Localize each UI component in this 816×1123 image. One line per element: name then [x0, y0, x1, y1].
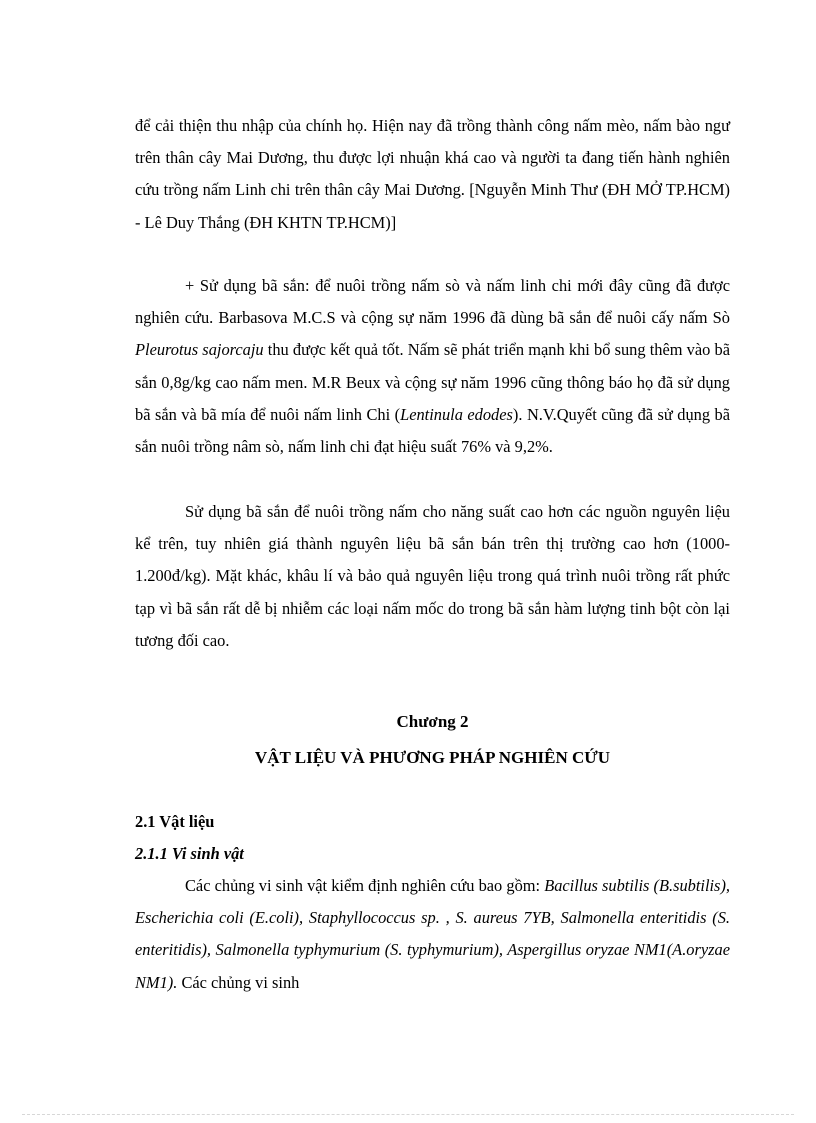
- paragraph-text-part1: + Sử dụng bã sắn: để nuôi trồng nấm sò và nấm linh chi mới đây cũng đã được nghiên cứu. Barbasova M.C.S và cộng sự năm 1996 đã dùng bã sắn để nuôi cấy nấm Sò: [135, 276, 730, 328]
- paragraph-lead: Các chủng vi sinh vật kiểm định nghiên cứu bao gồm:: [185, 876, 545, 895]
- subsection-heading: 2.1.1 Vi sinh vật: [135, 844, 244, 863]
- species-name: Pleurotus sajorcaju: [135, 340, 264, 360]
- paragraph-text-part2: thu được kết quả tốt. Nấm sẽ phát triển mạnh khi bổ sung thêm vào bã sắn 0,8g/kg cao nấm men. M.R Beux và cộng sự năm 1996 cũng thông báo họ đã sử dụng bã sắn và bã mía để nuôi nấm linh Chi (: [135, 340, 730, 424]
- paragraph-continuation: [135, 110, 730, 239]
- paragraph-text-part3: ). N.V.Quyết cũng đã sử dụng bã sắn nuôi trồng nâm sò, nấm linh chi đạt hiệu suất 76% và 9,2%.: [135, 404, 730, 457]
- chapter-number: Chương 2: [396, 712, 469, 731]
- species-name: Lentinula edodes: [400, 404, 513, 424]
- page-bottom-divider: [22, 1114, 794, 1115]
- paragraph-cassava-yield: [135, 496, 730, 657]
- paragraph-text: Sử dụng bã sắn để nuôi trồng nấm cho năng suất cao hơn các nguồn nguyên liệu kể trên, tuy nhiên giá thành nguyên liệu bã sắn bán trên thị trường cao hơn (1000-1.200đ/kg). Mặt khác, khâu lí và bảo quả nguyên liệu trong quá trình nuôi trồng rất phức tạp vì bã sắn rất dễ bị nhiễm các loại nấm mốc do trong bã sắn hàm lượng tinh bột còn lại tương đối cao.: [135, 502, 730, 650]
- paragraph-cassava-usage: [135, 270, 730, 463]
- section-heading: 2.1 Vật liệu: [135, 812, 215, 831]
- paragraph-tail: Các chủng vi sinh: [177, 972, 300, 992]
- chapter-title: VẬT LIỆU VÀ PHƯƠNG PHÁP NGHIÊN CỨU: [254, 748, 611, 767]
- paragraph-text: để cải thiện thu nhập của chính họ. Hiện nay đã trồng thành công nấm mèo, nấm bào ngư trên thân cây Mai Dương, thu được lợi nhuận khá cao và người ta đang tiến hành nghiên cứu trồng nấm Linh chi trên thân cây Mai Dương. [Nguyễn Minh Thư (ĐH MỞ TP.HCM) - Lê Duy Thắng (ĐH KHTN TP.HCM)]: [135, 116, 730, 232]
- species-list: Bacillus subtilis (B.subtilis), Escherichia coli (E.coli), Staphyllococcus sp. , S. aureus 7YB, Salmonella enteritidis (S. enteritidis), Salmonella typhymurium (S. typhymurium), Aspergillus oryzae NM1(A.oryzae NM1).: [135, 876, 730, 992]
- paragraph-microorganisms: [135, 870, 730, 999]
